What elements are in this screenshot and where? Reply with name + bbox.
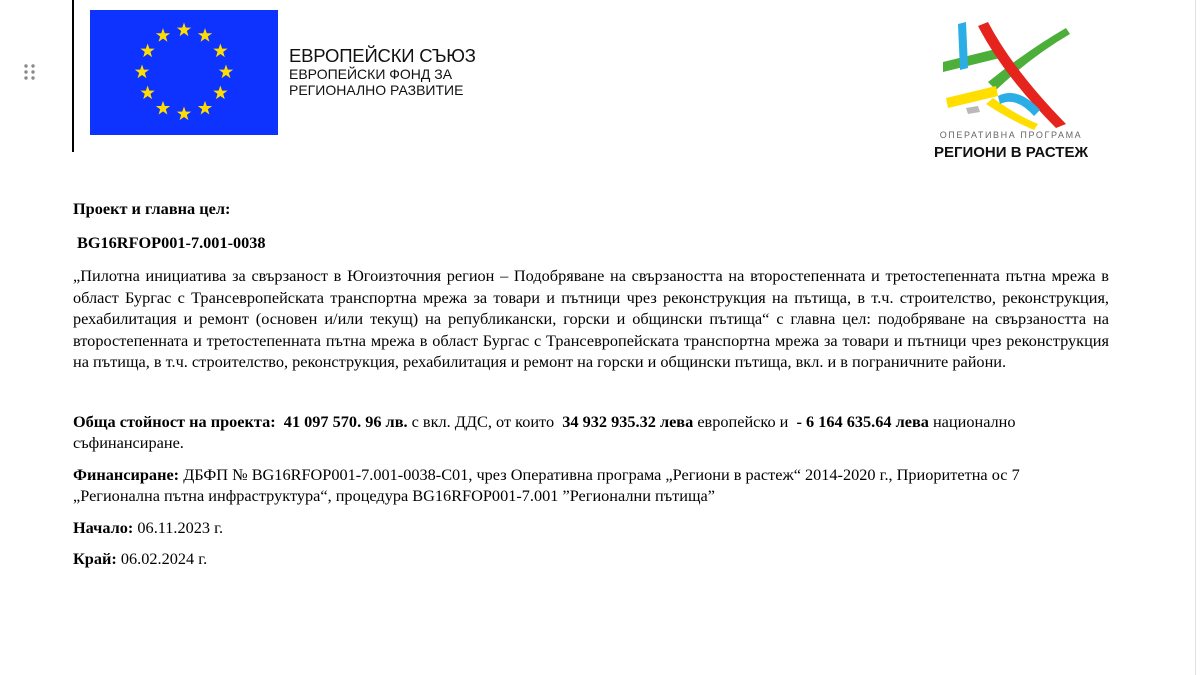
eu-star-icon xyxy=(135,65,149,79)
program-subtitle: ОПЕРАТИВНА ПРОГРАМА xyxy=(939,130,1083,140)
financing-label: Финансиране: xyxy=(73,464,180,484)
eu-amount: 34 932 935.32 лева xyxy=(562,411,694,431)
eu-star-icon xyxy=(198,28,212,42)
eu-star-icon xyxy=(156,28,170,42)
regions-in-growth-emblem-icon xyxy=(938,20,1088,130)
eu-star-icon xyxy=(177,107,191,121)
eu-star-icon xyxy=(177,23,191,37)
eu-line-3: РЕГИОНАЛНО РАЗВИТИЕ xyxy=(289,82,464,99)
value-label: Обща стойност на проекта: xyxy=(73,411,276,431)
eu-star-icon xyxy=(213,86,227,100)
end-label: Край: xyxy=(73,549,117,568)
start-date: 06.11.2023 г. xyxy=(137,517,224,537)
end-date-paragraph xyxy=(73,548,1109,570)
eu-star-icon xyxy=(219,65,233,79)
left-border-line xyxy=(72,0,74,152)
eu-logo-text xyxy=(289,46,476,98)
financing-paragraph xyxy=(73,464,1109,507)
document-body xyxy=(73,198,1109,570)
national-amount: - 6 164 635.64 лева xyxy=(796,411,929,431)
financing-text: ДБФП № BG16RFOP001-7.001-0038-C01, чрез Оперативна програма „Региони в растеж“ 2014-2020 г., Приоритетна ос 7 „Регионална пътна инфраструктура“, процедура BG16RFOP001-7.001 ”Регионални пътища” xyxy=(73,464,1020,505)
program-title: РЕГИОНИ В РАСТЕЖ xyxy=(933,144,1089,161)
operational-programme-logo xyxy=(920,20,1100,165)
eu-line-1: ЕВРОПЕЙСКИ СЪЮЗ xyxy=(289,45,476,66)
project-heading: Проект и главна цел: xyxy=(73,199,231,218)
eu-star-icon xyxy=(213,44,227,58)
eu-star-icon xyxy=(156,101,170,115)
start-date-paragraph xyxy=(73,517,1109,539)
project-code: BG16RFOP001-7.001-0038 xyxy=(77,232,266,252)
start-label: Начало: xyxy=(73,517,134,537)
right-border-line xyxy=(1195,0,1196,675)
total-value: 41 097 570. 96 лв. xyxy=(283,411,408,431)
project-description: „Пилотна инициатива за свързаност в Югоизточния регион – Подобряване на свързаността на второстепенната и третостепенната пътна мрежа в област Бургас с Трансевропейската транспортна мрежа за товари и пътници чрез реконструкция на пътища, в т.ч. строителство, реконструкция, рехабилитация и ремонт (основен и/или текущ) на републикански, горски и общински пътища“ с главна цел: подобряване на свързаността на второстепенната и третостепенната пътна мрежа в област Бургас с Трансевропейската транспортна мрежа за товари и пътници чрез реконструкция на пътища, в т.ч. строителство, реконструкция, рехабилитация и ремонт на горски и общински пътища, вкл. и в пограничните райони. xyxy=(73,266,1109,371)
eu-star-icon xyxy=(198,101,212,115)
eu-flag-logo xyxy=(90,10,278,135)
eu-line-2: ЕВРОПЕЙСКИ ФОНД ЗА xyxy=(289,66,453,83)
drag-handle-icon[interactable] xyxy=(22,62,38,86)
value-text-1: с вкл. ДДС, от които xyxy=(411,411,555,431)
eu-star-icon xyxy=(140,86,154,100)
value-text-2: европейско и xyxy=(697,411,789,431)
project-value-paragraph xyxy=(73,411,1109,454)
end-date: 06.02.2024 г. xyxy=(120,549,208,568)
eu-star-icon xyxy=(140,44,154,58)
value-text-3: национално съфинансиране. xyxy=(73,411,1016,452)
